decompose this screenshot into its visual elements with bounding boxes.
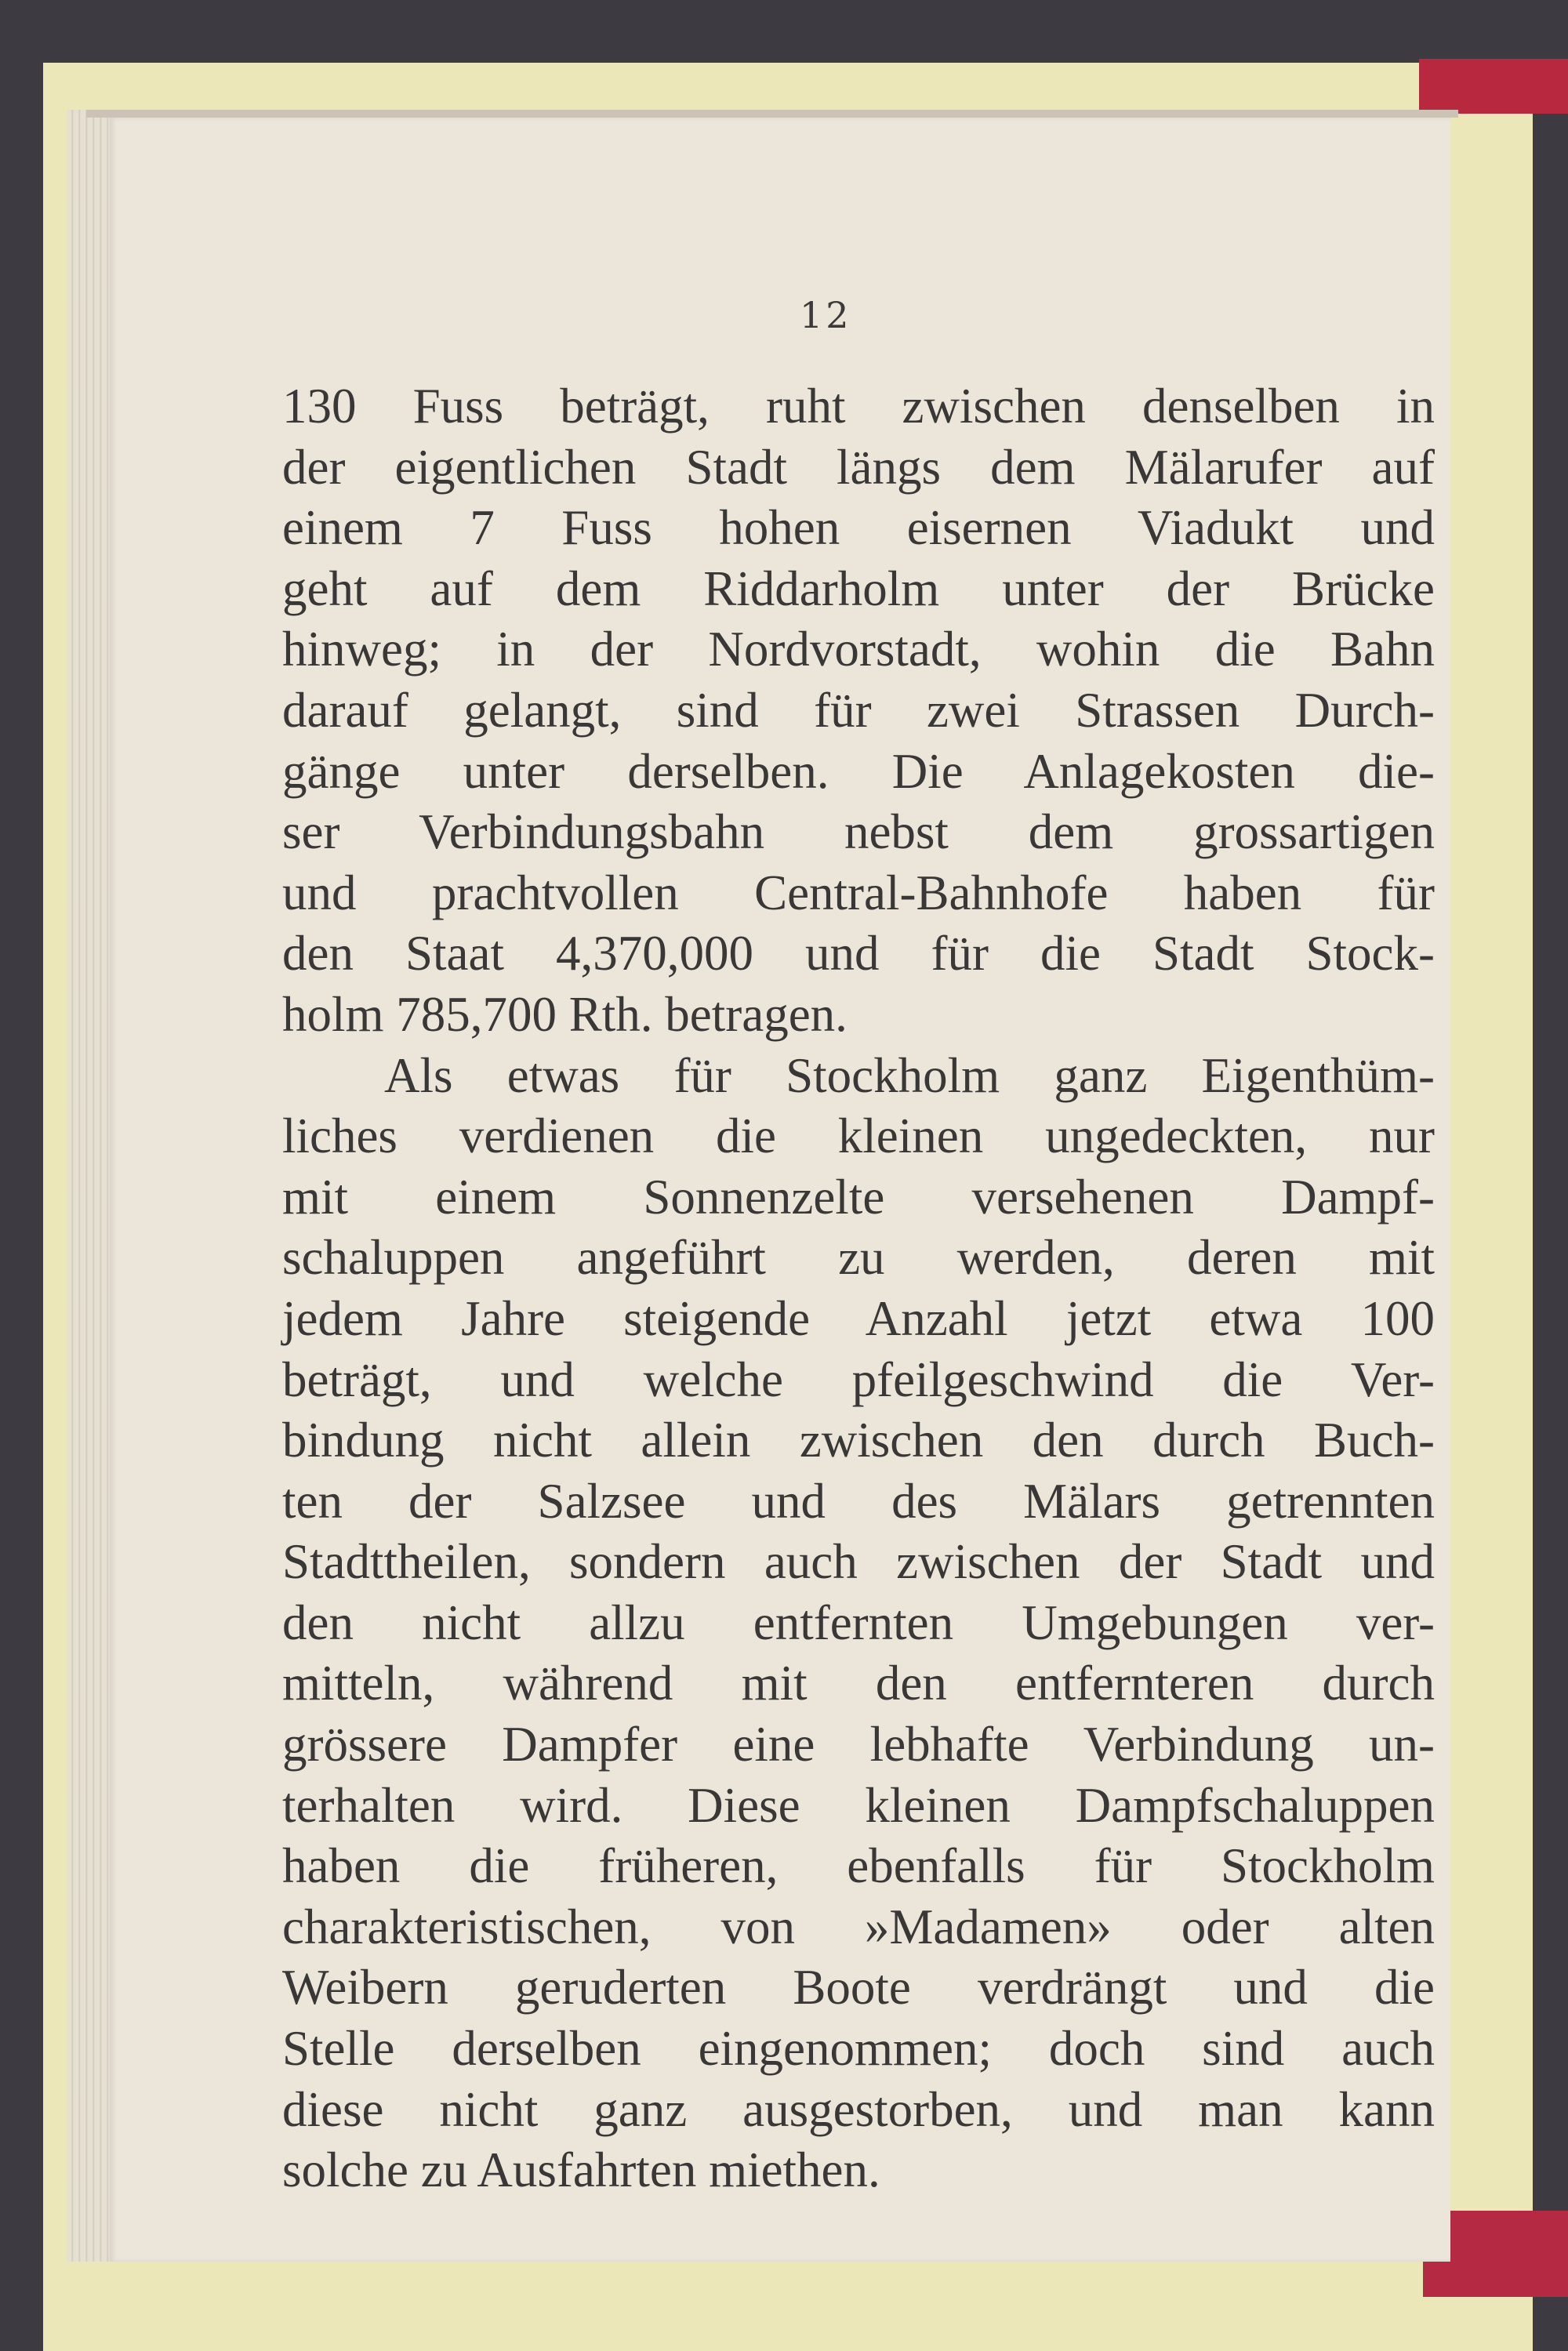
text-line: und prachtvollen Central-Bahnhofe haben für	[282, 865, 1435, 920]
text-line: Stadttheilen, sondern auch zwischen der Stadt und	[282, 1534, 1435, 1590]
text-line: den Staat 4,370,000 und für die Stadt Stock-	[282, 926, 1435, 981]
page-number: 12	[800, 294, 852, 336]
text-line: haben die früheren, ebenfalls für Stockholm	[282, 1838, 1435, 1894]
text-line: geht auf dem Riddarholm unter der Brücke	[282, 561, 1435, 616]
text-line: ten der Salzsee und des Mälars getrennten	[282, 1473, 1435, 1529]
text-line: bindung nicht allein zwischen den durch Buch-	[282, 1413, 1435, 1468]
text-line: mit einem Sonnenzelte versehenen Dampf-	[282, 1169, 1435, 1224]
text-line: hinweg; in der Nordvorstadt, wohin die Bahn	[282, 622, 1435, 677]
paragraph-2	[282, 1046, 1435, 2201]
paragraph-1	[282, 376, 1435, 1046]
text-line: gänge unter derselben. Die Anlagekosten die-	[282, 743, 1435, 799]
text-line: jedem Jahre steigende Anzahl jetzt etwa 100	[282, 1290, 1435, 1346]
text-line: mitteln, während mit den entfernteren durch	[282, 1656, 1435, 1711]
text-line: 130 Fuss beträgt, ruht zwischen denselben in	[282, 379, 1435, 434]
text-line: diese nicht ganz ausgestorben, und man kann	[282, 2081, 1435, 2137]
text-line: der eigentlichen Stadt längs dem Mälarufer auf	[282, 439, 1435, 495]
text-line: schaluppen angeführt zu werden, deren mit	[282, 1230, 1435, 1286]
page-top-edge	[86, 110, 1458, 118]
text-line: liches verdienen die kleinen ungedeckten, nur	[282, 1108, 1435, 1164]
text-line: ser Verbindungsbahn nebst dem grossartigen	[282, 804, 1435, 860]
text-line: beträgt, und welche pfeilgeschwind die Ver-	[282, 1351, 1435, 1407]
text-line: einem 7 Fuss hohen eisernen Viadukt und	[282, 500, 1435, 556]
text-line: darauf gelangt, sind für zwei Strassen Durch-	[282, 682, 1435, 738]
body-text	[282, 376, 1435, 2201]
red-binding-top	[1419, 59, 1568, 114]
text-line: grössere Dampfer eine lebhafte Verbindung un-	[282, 1717, 1435, 1772]
text-line: holm 785,700 Rth. betragen.	[282, 986, 848, 1042]
text-line: Stelle derselben eingenommen; doch sind auch	[282, 2021, 1435, 2077]
text-line: den nicht allzu entfernten Umgebungen ver-	[282, 1595, 1435, 1650]
text-line: Als etwas für Stockholm ganz Eigenthüm-	[384, 1047, 1435, 1103]
text-line: Weibern geruderten Boote verdrängt und die	[282, 1960, 1435, 2015]
text-line: solche zu Ausfahrten miethen.	[282, 2142, 880, 2198]
text-line: charakteristischen, von »Madamen» oder alten	[282, 1899, 1435, 1954]
text-line: terhalten wird. Diese kleinen Dampfschaluppen	[282, 1777, 1435, 1833]
